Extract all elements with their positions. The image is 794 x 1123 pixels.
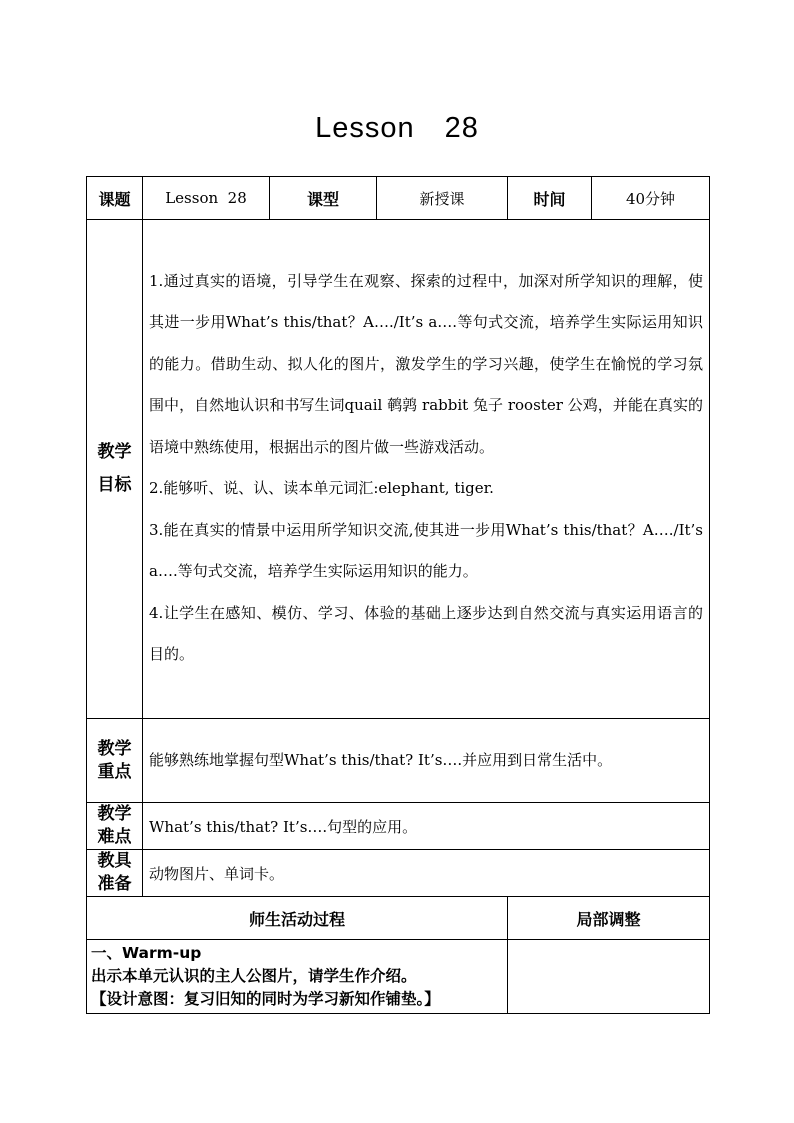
warmup-heading: 一、Warm-up [91,944,202,962]
topic-value: Lesson 28 [143,177,270,220]
warmup-line-2: 【设计意图：复习旧知的同时为学习新知作铺垫。】 [91,990,440,1008]
time-label: 时间 [508,177,592,220]
time-value: 40分钟 [592,177,710,220]
difficulties-row [87,803,710,850]
key-points-label: 教学 重点 [87,719,143,803]
goals-row [87,220,710,719]
key-points-text: 能够熟练地掌握句型What’s this/that? It’s….并应用到日常生活中。 [143,719,710,803]
goal-item-3: 3.能在真实的情景中运用所学知识交流,使其进一步用What’s this/that？A…./It’s a….等句式交流，培养学生实际运用知识的能力。 [149,520,703,580]
materials-text: 动物图片、单词卡。 [143,850,710,897]
header-row [87,177,710,220]
title-word: Lesson [315,112,415,144]
warmup-adjust-cell [508,940,710,1014]
difficulties-text: What’s this/that? It’s….句型的应用。 [143,803,710,850]
title-number: 28 [444,112,479,144]
key-points-row [87,719,710,803]
warmup-line-1: 出示本单元认识的主人公图片，请学生作介绍。 [91,967,417,985]
page-title [0,112,794,145]
goal-item-1: 1.通过真实的语境，引导学生在观察、探索的过程中，加深对所学知识的理解，使其进一步用What’s this/that？A…./It’s a….等句式交流，培养学生实际运用知识的能力。借助生动、拟人化的图片，激发学生的学习兴趣，使学生在愉悦的学习氛围中，自然地认识和书写生词quail 鹌鹑 rabbit 兔子 rooster 公鸡，并能在真实的语境中熟练使用，根据出示的图片做一些游戏活动。 [149,271,703,456]
materials-label: 教具 准备 [87,850,143,897]
lesson-plan-table [86,176,710,1014]
process-header-row [87,897,710,940]
goals-label: 教学 目标 [87,220,143,719]
goals-content [143,220,710,719]
difficulties-label: 教学 难点 [87,803,143,850]
topic-label: 课题 [87,177,143,220]
type-label: 课型 [270,177,377,220]
process-label: 师生活动过程 [87,897,508,940]
adjust-label: 局部调整 [508,897,710,940]
warmup-content [87,940,508,1014]
type-value: 新授课 [377,177,508,220]
warmup-row [87,940,710,1014]
materials-row [87,850,710,897]
goal-item-4: 4.让学生在感知、模仿、学习、体验的基础上逐步达到自然交流与真实运用语言的目的。 [149,603,703,663]
goal-item-2: 2.能够听、说、认、读本单元词汇:elephant, tiger. [149,479,494,497]
